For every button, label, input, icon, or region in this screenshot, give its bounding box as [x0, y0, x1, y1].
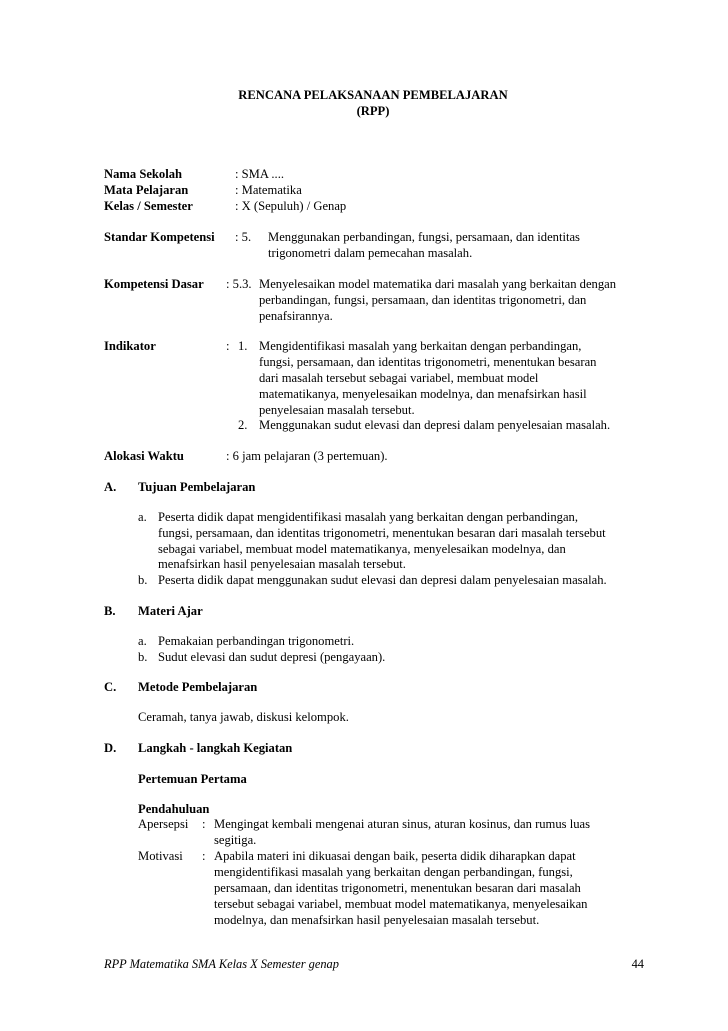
standard-number: : 5.	[235, 230, 252, 244]
objective-a-marker: a.	[138, 510, 147, 524]
basic-label: Kompetensi Dasar	[104, 277, 204, 291]
section-a-letter: A.	[104, 480, 117, 494]
basic-line-3: penafsirannya.	[259, 309, 333, 323]
standard-line-2: trigonometri dalam pemecahan masalah.	[268, 246, 473, 260]
school-label: Nama Sekolah	[104, 167, 183, 181]
standard-line-1: Menggunakan perbandingan, fungsi, persamaan, dan identitas	[268, 230, 580, 244]
objective-a-line-2: fungsi, persamaan, dan identitas trigonometri, menentukan besaran dari masalah tersebut	[158, 526, 606, 540]
material-b-text: Sudut elevasi dan sudut depresi (pengayaan).	[158, 650, 386, 664]
apersepsi-line-2: segitiga.	[214, 833, 257, 847]
doc-subtitle: (RPP)	[356, 104, 390, 118]
motivasi-line-3: persamaan, dan identitas trigonometri, menentukan besaran dari masalah	[214, 881, 581, 895]
basic-line-2: perbandingan, fungsi, persamaan, dan identitas trigonometri, dan	[259, 293, 587, 307]
footer-text: RPP Matematika SMA Kelas X Semester genap	[104, 957, 339, 971]
material-a-text: Pemakaian perbandingan trigonometri.	[158, 634, 355, 648]
motivasi-line-2: mengidentifikasi masalah yang berkaitan dengan perbandingan, fungsi,	[214, 865, 573, 879]
apersepsi-line-1: Mengingat kembali mengenai aturan sinus, aturan kosinus, dan rumus luas	[214, 817, 590, 831]
page-footer	[104, 957, 644, 972]
motivasi-colon: :	[202, 849, 206, 863]
objective-b-marker: b.	[138, 573, 148, 587]
indicator-1-line-4: matematikanya, menyelesaikan modelnya, dan menafsirkan hasil	[259, 387, 587, 401]
basic-line-1: Menyelesaikan model matematika dari masalah yang berkaitan dengan	[259, 277, 617, 291]
section-b-heading: Materi Ajar	[138, 604, 203, 618]
time-label: Alokasi Waktu	[104, 449, 184, 463]
indicator-2-text: Menggunakan sudut elevasi dan depresi dalam penyelesaian masalah.	[259, 418, 611, 432]
indicator-1-line-2: fungsi, persamaan, dan identitas trigonometri, menentukan besaran	[259, 355, 597, 369]
indicator-colon: :	[226, 339, 230, 353]
apersepsi-label: Apersepsi	[138, 817, 189, 831]
indicator-label: Indikator	[104, 339, 156, 353]
indicator-number-1: 1.	[238, 339, 248, 353]
material-a-marker: a.	[138, 634, 147, 648]
page-number: 44	[631, 957, 644, 971]
indicator-1-line-5: penyelesaian masalah tersebut.	[259, 403, 415, 417]
class-label: Kelas / Semester	[104, 199, 193, 213]
motivasi-label: Motivasi	[138, 849, 183, 863]
motivasi-line-5: modelnya, dan menafsirkan hasil penyelesaian masalah tersebut.	[214, 913, 540, 927]
indicator-number-2: 2.	[238, 418, 248, 432]
school-value: : SMA ....	[235, 167, 284, 181]
section-d-heading: Langkah - langkah Kegiatan	[138, 741, 293, 755]
section-b-letter: B.	[104, 604, 116, 618]
motivasi-line-1: Apabila materi ini dikuasai dengan baik, peserta didik diharapkan dapat	[214, 849, 576, 863]
doc-title: RENCANA PELAKSANAAN PEMBELAJARAN	[238, 88, 508, 102]
basic-number: : 5.3.	[226, 277, 252, 291]
time-value: : 6 jam pelajaran (3 pertemuan).	[226, 449, 388, 463]
method-text: Ceramah, tanya jawab, diskusi kelompok.	[138, 710, 349, 724]
apersepsi-colon: :	[202, 817, 206, 831]
objective-a-line-4: menafsirkan hasil penyelesaian masalah tersebut.	[158, 557, 406, 571]
class-value: : X (Sepuluh) / Genap	[235, 199, 347, 213]
meeting-heading: Pertemuan Pertama	[138, 772, 247, 786]
section-d-letter: D.	[104, 741, 117, 755]
section-c-letter: C.	[104, 680, 117, 694]
intro-heading: Pendahuluan	[138, 802, 210, 816]
standard-label: Standar Kompetensi	[104, 230, 215, 244]
section-a-heading: Tujuan Pembelajaran	[138, 480, 256, 494]
indicator-1-line-3: dari masalah tersebut sebagai variabel, membuat model	[259, 371, 539, 385]
objective-b-text: Peserta didik dapat menggunakan sudut elevasi dan depresi dalam penyelesaian masalah.	[158, 573, 607, 587]
objective-a-line-1: Peserta didik dapat mengidentifikasi masalah yang berkaitan dengan perbandingan,	[158, 510, 579, 524]
section-c-heading: Metode Pembelajaran	[138, 680, 258, 694]
subject-label: Mata Pelajaran	[104, 183, 189, 197]
subject-value: : Matematika	[235, 183, 302, 197]
material-b-marker: b.	[138, 650, 148, 664]
indicator-1-line-1: Mengidentifikasi masalah yang berkaitan dengan perbandingan,	[259, 339, 582, 353]
objective-a-line-3: sebagai variabel, membuat model matematikanya, menyelesaikan modelnya, dan	[158, 542, 566, 556]
motivasi-line-4: tersebut sebagai variabel, membuat model matematikanya, menyelesaikan	[214, 897, 588, 911]
